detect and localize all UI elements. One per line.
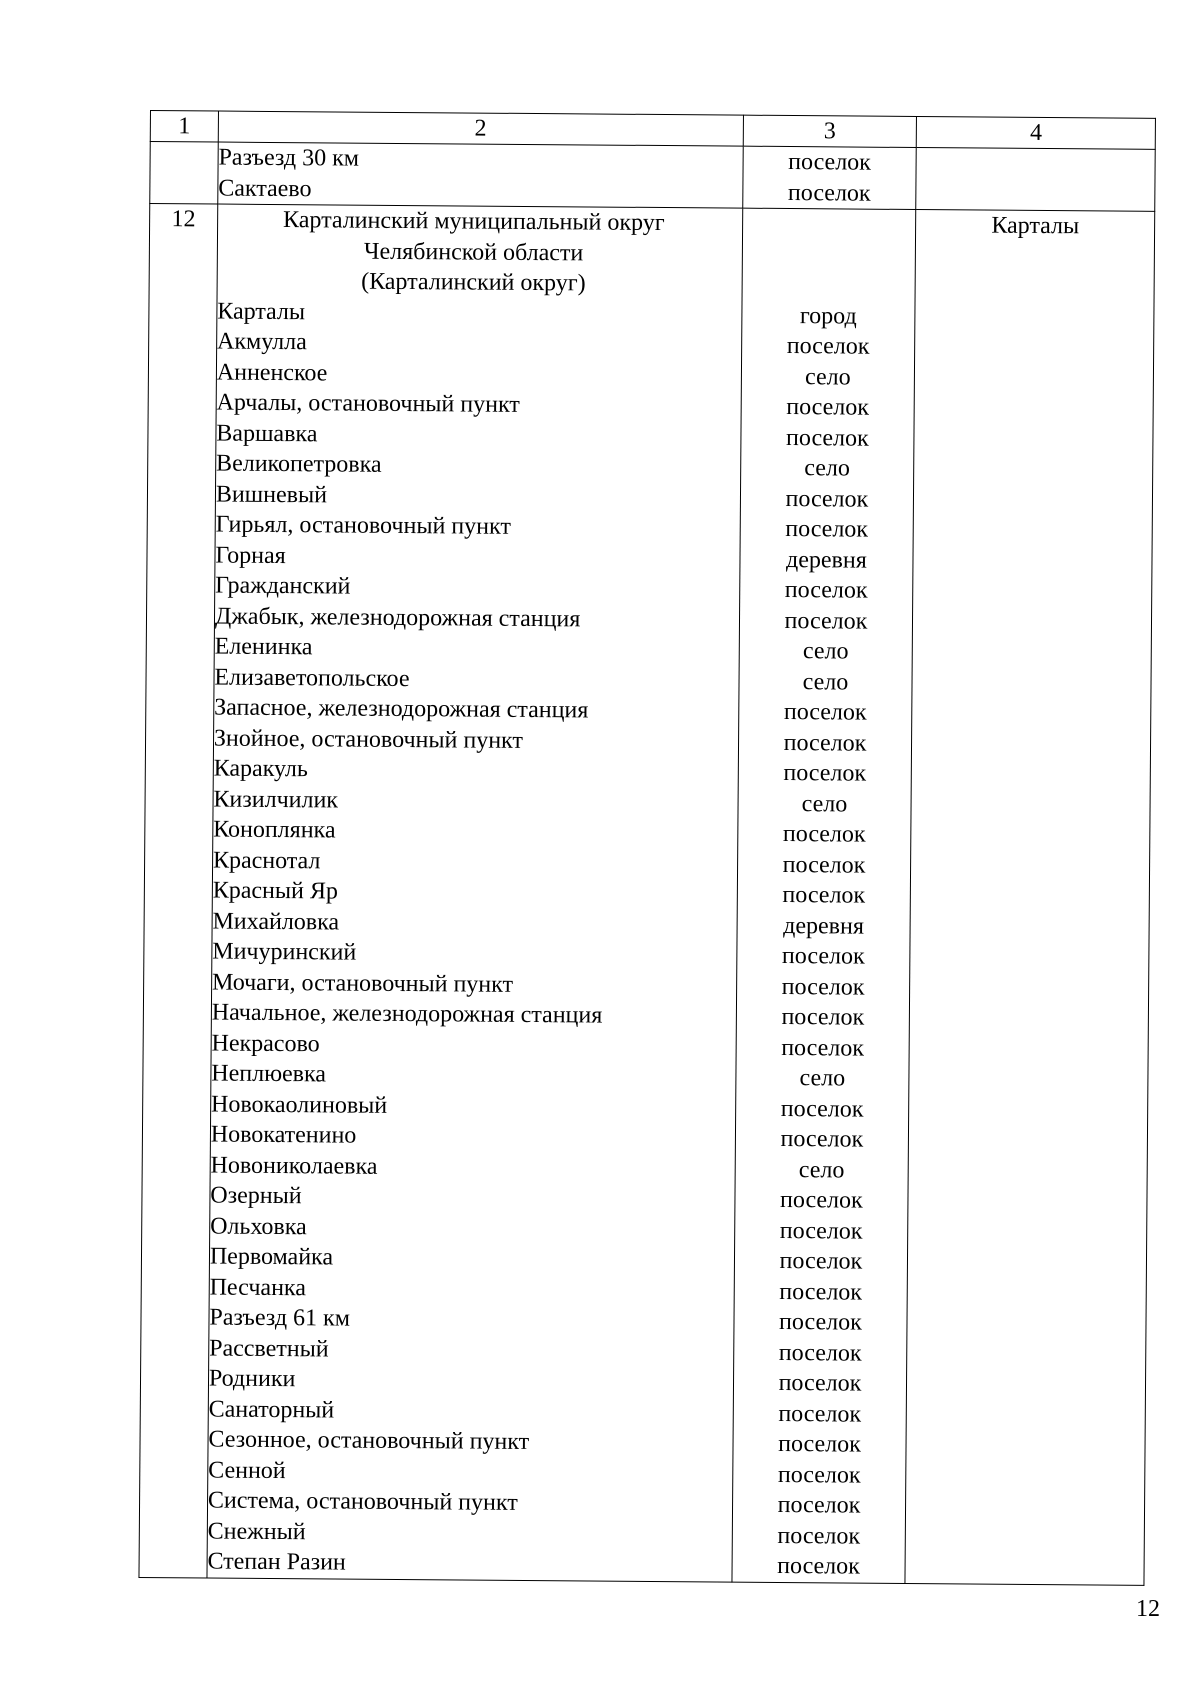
settlement-name: Знойное, остановочный пункт (213, 725, 524, 754)
settlement-type: поселок (777, 1552, 860, 1580)
settlement-type: село (802, 638, 849, 665)
settlement-type: поселок (778, 1369, 862, 1397)
settlement-name: Красный Яр (212, 877, 339, 905)
settlement-type: село (804, 455, 851, 482)
settlement-name: Родники (208, 1365, 296, 1393)
spacer (743, 209, 916, 241)
settlement-type: поселок (782, 851, 866, 879)
settlement-type: поселок (786, 333, 870, 360)
settlement-name: Новониколаевка (210, 1152, 378, 1180)
settlement-name: Коноплянка (213, 816, 336, 844)
settlement-types-cell (732, 208, 917, 1583)
settlement-name: Кизилчилик (213, 786, 339, 813)
settlement-type: поселок (785, 485, 869, 513)
settlement-name: Первомайка (209, 1243, 334, 1271)
settlement-type: поселок (779, 1186, 863, 1214)
settlement-type: поселок (780, 1095, 864, 1123)
settlement-name: Неплюевка (211, 1060, 327, 1088)
settlement-name: Рассветный (209, 1335, 329, 1362)
administrative-center-cell: Карталы (905, 210, 1154, 1585)
settlement-type: поселок (785, 516, 869, 543)
settlement-name: Запасное, железнодорожная станция (214, 694, 589, 724)
settlement-name: Новокаолиновый (210, 1091, 388, 1119)
settlement-name: Гражданский (215, 572, 351, 600)
settlement-type: село (798, 1156, 845, 1183)
settlement-type: город (799, 302, 857, 330)
settlement-type: поселок (784, 577, 868, 604)
settlement-name: Акмулла (216, 328, 307, 356)
settlement-types-cell (742, 146, 916, 209)
settlement-name: Мичуринский (212, 938, 357, 966)
settlement-type: поселок (778, 1430, 861, 1458)
settlement-type: поселок (779, 1278, 863, 1306)
settlement-type: поселок (788, 149, 872, 176)
settlement-name: Михайловка (212, 908, 340, 936)
settlement-name-list (207, 296, 741, 1581)
settlement-type: село (799, 1065, 846, 1092)
settlement-name: Начальное, железнодорожная станция (211, 999, 603, 1029)
header-col-3: 3 (743, 115, 917, 147)
district-title-line: Челябинской области (363, 238, 584, 266)
settlement-type: поселок (777, 1461, 861, 1489)
settlement-type: поселок (781, 1034, 865, 1062)
settlement-names-cell (218, 142, 743, 208)
settlement-name: Некрасово (211, 1030, 320, 1057)
table-row-continuation (150, 142, 1155, 212)
settlement-type: деревня (783, 912, 865, 940)
settlement-name: Степан Разин (207, 1548, 346, 1576)
row-number (150, 142, 218, 205)
administrative-center-cell (916, 148, 1155, 212)
settlement-name: Санаторный (208, 1396, 335, 1423)
settlement-name: Еленинка (214, 633, 313, 661)
settlement-type: поселок (782, 881, 866, 909)
settlement-name: Ольховка (210, 1213, 307, 1240)
settlement-name: Каракуль (213, 755, 309, 783)
header-col-1: 1 (150, 111, 218, 143)
table-row-12 (139, 204, 1155, 1585)
settlement-name: Великопетровка (216, 450, 382, 478)
settlement-type: поселок (779, 1247, 863, 1275)
settlement-name: Арчалы, остановочный пункт (216, 389, 520, 418)
district-title-line: Карталинский муниципальный округ (282, 207, 665, 237)
settlement-name: Разъезд 61 км (209, 1304, 351, 1332)
header-col-2: 2 (218, 111, 743, 146)
settlement-type: поселок (778, 1339, 862, 1367)
settlement-type: село (801, 790, 848, 817)
settlement-type: поселок (781, 942, 865, 970)
settlement-name: Мочаги, остановочный пункт (211, 969, 514, 998)
settlement-names-cell (207, 204, 742, 1582)
settlement-type: поселок (777, 1491, 861, 1519)
settlement-type: поселок (780, 1125, 864, 1153)
settlement-name: Елизаветопольское (214, 664, 410, 692)
settlement-type: поселок (784, 607, 868, 635)
settlement-name: Озерный (210, 1182, 302, 1210)
settlement-name: Разъезд 30 км (218, 144, 360, 172)
settlement-name: Система, остановочный пункт (207, 1487, 518, 1516)
settlement-type: село (802, 668, 849, 696)
settlement-name: Джабык, железнодорожная станция (214, 603, 581, 632)
header-col-4: 4 (917, 117, 1156, 150)
settlement-type: поселок (781, 973, 865, 1001)
settlement-type: поселок (779, 1217, 863, 1245)
spacer (742, 239, 915, 271)
settlement-type: поселок (786, 394, 870, 421)
settlement-type-list (732, 300, 915, 1582)
settlements-table (138, 110, 1155, 1585)
settlement-type: поселок (783, 698, 867, 726)
settlement-name: Новокатенино (210, 1121, 357, 1149)
settlement-name: Гирьял, остановочный пункт (215, 511, 511, 540)
settlement-type: поселок (781, 1003, 865, 1031)
settlement-name: Горная (215, 542, 286, 569)
settlement-name: Варшавка (216, 420, 318, 447)
spacer (742, 270, 915, 302)
settlement-type: поселок (785, 424, 869, 452)
row-number: 12 (139, 204, 218, 1578)
settlement-name: Сенной (208, 1456, 286, 1484)
settlement-type: поселок (783, 759, 867, 787)
page-number: 12 (1136, 1596, 1160, 1622)
settlement-name: Анненское (216, 359, 328, 386)
settlement-type: поселок (777, 1522, 861, 1550)
settlement-type: поселок (787, 179, 871, 207)
settlement-type: поселок (782, 820, 866, 848)
settlement-name: Сактаево (218, 175, 312, 202)
settlement-name: Песчанка (209, 1274, 307, 1301)
settlement-name: Снежный (207, 1517, 306, 1545)
settlement-type: поселок (783, 729, 867, 757)
settlement-name: Сезонное, остановочный пункт (208, 1426, 530, 1456)
settlement-type: село (804, 363, 851, 391)
district-title-line: (Карталинский округ) (361, 268, 586, 297)
settlement-name: Карталы (217, 298, 306, 325)
settlement-type: деревня (785, 546, 867, 574)
settlement-name: Вишневый (215, 481, 328, 508)
settlement-type: поселок (779, 1308, 862, 1336)
settlement-type: поселок (778, 1400, 862, 1428)
settlement-name: Краснотал (212, 847, 321, 874)
